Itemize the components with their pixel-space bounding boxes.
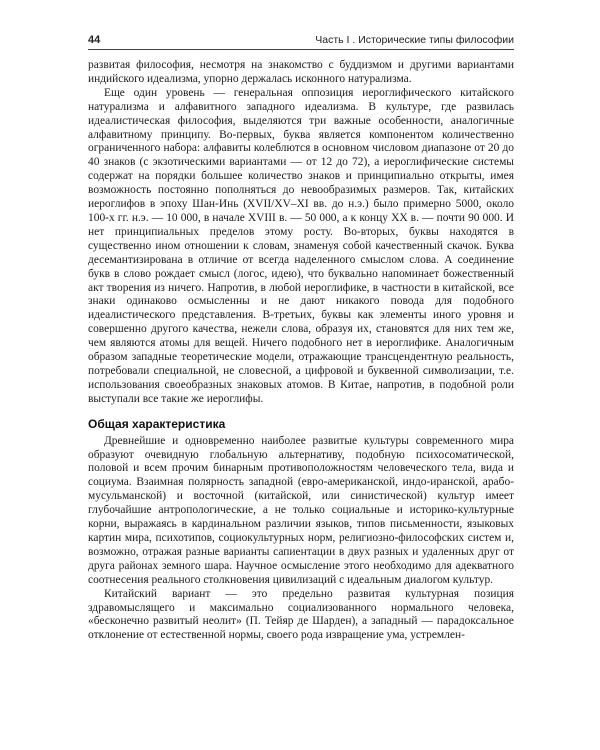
chapter-title: Часть I . Исторические типы философии — [315, 34, 514, 46]
paragraph: Древнейшие и одновременно наиболее развитые культуры современного мира образуют очевидную глобальную альтернативу, подобную психосоматической, половой и всем прочим бинарным противоположностям человеческого тела, вида и социума. Взаимная полярность западной (евро-американской, индо-иранской, арабо-мусульманской) и восточной (китайской, или синистической) культур имеет глубочайшие антропологические, а не только социальные и историко-культурные корни, выражаясь в кардинальном различии языков, типов письменности, языковых картин мира, психотипов, социокультурных норм, религиозно-философских систем и, возможно, отражая разные варианты сапиентации в двух разных и удаленных друг от друга районах земного шара. Научное осмысление этого необходимо для адекватного соотнесения реального столкновения цивилизаций с идеальным диалогом культур. — [88, 434, 514, 586]
book-page — [88, 34, 514, 643]
paragraph-continuation: развитая философия, несмотря на знакомство с буддизмом и другими вариантами индийского идеализма, упорно держалась исконного натурализма. — [88, 59, 514, 85]
paragraph: Китайский вариант — это предельно развитая культурная позиция здравомыслящего и максимально социализованного нормального человека, «бесконечно развитый неолит» (П. Тейяр де Шарден), а западный — парадоксальное отклонение от естественной нормы, своего рода извращение ума, устремлен- — [88, 587, 514, 642]
section-heading: Общая характеристика — [88, 416, 226, 431]
paragraph: Еще один уровень — генеральная оппозиция иероглифического китайского натурализма и алфавитного западного идеализма. В культуре, где развилась идеалистическая философия, выделяются три важные особенности, аналогичные алфавитному принципу. Во-первых, буква является компонентом количественно ограниченного набора: алфавиты колеблются в основном числовом диапазоне от 20 до 40 знаков (с экзотическими вариантами — от 12 до 72), а иероглифические системы содержат на порядки большее количество знаков и принципиально открыты, имея возможность постоянно пополняться до невообразимых размеров. Так, китайских иероглифов в эпоху Шан-Инь (XVII/XV–XI вв. до н.э.) было примерно 5000, около 100-х гг. н.э. — 10 000, в начале XVIII в. — 50 000, а к концу XX в. — почти 90 000. И нет принципиальных пределов этому росту. Во-вторых, буквы находятся в существенно ином отношении к словам, знаменуя собой качественный скачок. Буква десемантизирована в отличие от всегда наделенного смыслом слова. А соединение букв в слово рождает смысл (логос, идею), что буквально напоминает божественный акт творения из ничего. Напротив, в любой иероглифике, в частности в китайской, все знаки одинаково осмысленны и не дают никакого повода для подобного идеалистического представления. В-третьих, буквы как элементы иного уровня и совершенно другого качества, нежели слова, образуя их, становятся для них тем же, чем являются атомы для вещей. Ничего подобного нет в иероглифике. Аналогичным образом западные теоретические модели, отражающие трансцендентную реальность, потребовали специальной, не словесной, а цифровой и буквенной символизации, т.е. использования своеобразных знаковых атомов. В Китае, напротив, в подобной роли выступали все такие же иероглифы. — [88, 86, 514, 405]
running-header — [88, 34, 514, 50]
page-number: 44 — [88, 34, 101, 46]
